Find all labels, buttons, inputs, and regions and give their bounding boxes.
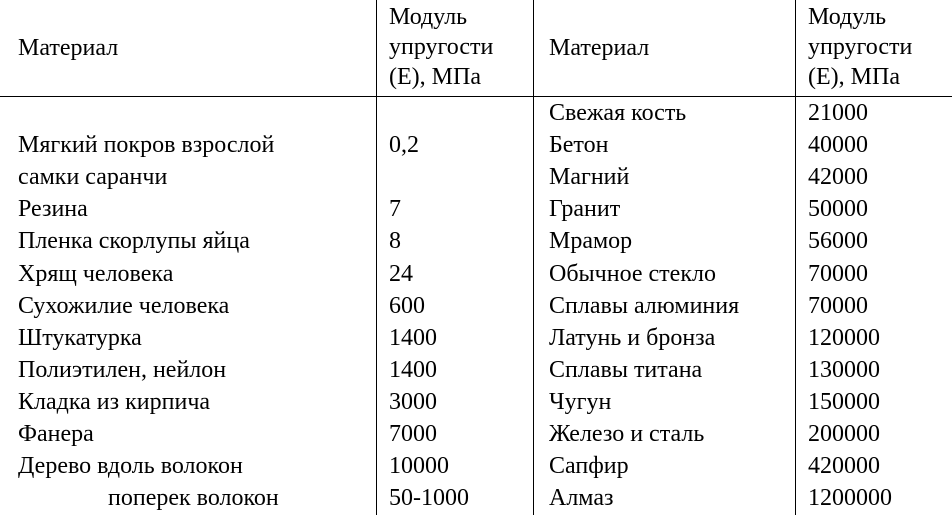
table-row-right-material: Сплавы алюминия: [549, 293, 740, 319]
table-row-right-value: 1200000: [808, 485, 892, 511]
table-row-right-value: 70000: [808, 261, 868, 287]
table-row-right-material: Обычное стекло: [549, 261, 716, 287]
table-row-right-material: Свежая кость: [549, 100, 687, 126]
table-row-right-value: 40000: [808, 132, 868, 158]
table-row-left-material: самки саранчи: [18, 164, 168, 190]
table-row-right-material: Гранит: [549, 196, 621, 222]
header-right-modulus: [808, 2, 912, 92]
header-left-modulus-line: (E), МПа: [389, 64, 481, 90]
table-row-left-value: 3000: [389, 389, 437, 415]
table-row-left-value: 7: [389, 196, 401, 222]
table-row-right-material: Железо и сталь: [549, 421, 705, 447]
table-row-right-value: 70000: [808, 293, 868, 319]
table-row-right-material: Алмаз: [549, 485, 614, 511]
header-left-material: Материал: [18, 35, 119, 61]
table-row-left-material: Штукатурка: [18, 325, 142, 351]
table-row-right-value: 42000: [808, 164, 868, 190]
table-row-left-material: Фанера: [18, 421, 94, 447]
header-right-modulus-line: упругости: [808, 34, 913, 60]
table-row-left-material: Пленка скорлупы яйца: [18, 228, 250, 254]
table-row-right-value: 56000: [808, 228, 868, 254]
table-row-right-material: Бетон: [549, 132, 609, 158]
table-row-right-material: Латунь и бронза: [549, 325, 716, 351]
table-row-left-value: 24: [389, 261, 413, 287]
table-row-left-value: 7000: [389, 421, 437, 447]
header-right-material: Материал: [549, 35, 650, 61]
column-divider: [795, 0, 796, 515]
table-row-right-value: 200000: [808, 421, 880, 447]
table-row-right-value: 150000: [808, 389, 880, 415]
header-left-modulus-line: Модуль: [389, 4, 468, 30]
table-row-left-value: 1400: [389, 357, 437, 383]
column-divider: [376, 0, 377, 515]
table-row-right-value: 120000: [808, 325, 880, 351]
table-row-left-material: Дерево вдоль волокон: [18, 453, 243, 479]
table-row-right-value: 21000: [808, 100, 868, 126]
table-row-right-material: Мрамор: [549, 228, 633, 254]
table-row-left-material: Кладка из кирпича: [18, 389, 211, 415]
table-row-left-value: 50-1000: [389, 485, 469, 511]
table-row-left-value: 0,2: [389, 132, 419, 158]
table-row-left-value: 1400: [389, 325, 437, 351]
table-row-left-value: 600: [389, 293, 425, 319]
table-row-right-material: Чугун: [549, 389, 612, 415]
table-row-left-material: Сухожилие человека: [18, 293, 230, 319]
table-row-left-material: поперек волокон: [108, 485, 279, 511]
table-row-left-material: Хрящ человека: [18, 261, 174, 287]
header-left-modulus-line: упругости: [389, 34, 494, 60]
table-row-left-material: Резина: [18, 196, 88, 222]
header-left-modulus: [389, 2, 493, 92]
table-row-right-material: Магний: [549, 164, 630, 190]
table-row-right-material: Сплавы титана: [549, 357, 703, 383]
table-row-right-value: 420000: [808, 453, 880, 479]
table-row-left-value: 10000: [389, 453, 449, 479]
table-row-left-material: Мягкий покров взрослой: [18, 132, 275, 158]
table-row-right-value: 130000: [808, 357, 880, 383]
table-row-right-value: 50000: [808, 196, 868, 222]
table-row-left-material: Полиэтилен, нейлон: [18, 357, 227, 383]
header-right-modulus-line: (E), МПа: [808, 64, 900, 90]
column-divider: [533, 0, 534, 515]
table-row-right-material: Сапфир: [549, 453, 629, 479]
header-right-modulus-line: Модуль: [808, 4, 887, 30]
table-row-left-value: 8: [389, 228, 401, 254]
